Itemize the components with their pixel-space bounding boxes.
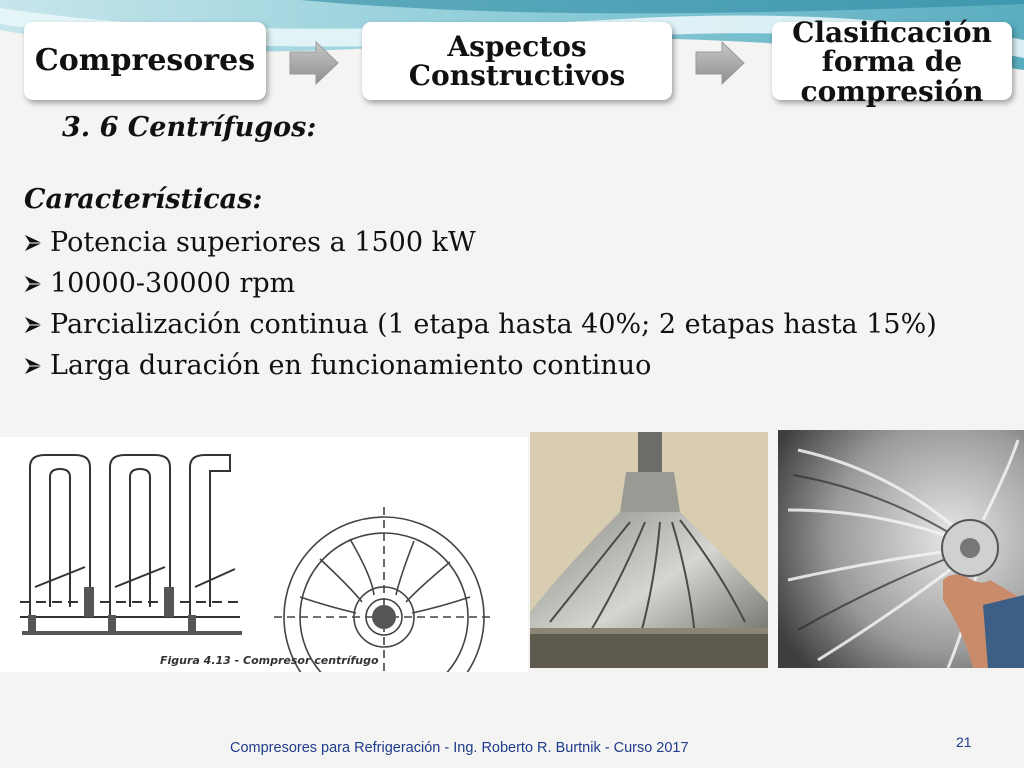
large-impeller-photo — [778, 430, 1024, 668]
bullet-text: Potencia superiores a 1500 kW — [50, 227, 476, 258]
arrow-bullet-icon — [22, 313, 48, 337]
flow-step-label: Aspectos Constructivos — [408, 29, 626, 92]
footer-text: Compresores para Refrigeración - Ing. Roberto R. Burtnik - Curso 2017 — [230, 740, 689, 756]
list-item — [22, 222, 937, 263]
flow-step-label: Compresores — [34, 43, 256, 79]
large-impeller-image — [778, 430, 1024, 668]
arrow-bullet-icon — [22, 354, 48, 378]
bullet-text: 10000-30000 rpm — [50, 268, 296, 299]
flow-step-compresores — [24, 22, 266, 100]
list-item — [22, 345, 937, 386]
characteristics-heading: Características: — [24, 184, 263, 215]
bullet-text: Parcialización continua (1 etapa hasta 40%; 2 etapas hasta 15%) — [50, 309, 937, 340]
figure-caption: Figura 4.13 - Compresor centrífugo — [160, 654, 379, 667]
list-item — [22, 304, 937, 345]
bullet-text: Larga duración en funcionamiento continuo — [50, 350, 652, 381]
impeller-photo — [530, 432, 768, 668]
page-number: 21 — [956, 734, 972, 750]
compressor-drawing — [0, 437, 528, 672]
flow-step-label: Clasificación forma de compresión — [792, 15, 992, 108]
chevron-arrow-icon — [288, 40, 340, 86]
impeller-image — [530, 432, 768, 668]
centrifugal-compressor-section-drawing — [0, 437, 528, 672]
arrow-bullet-icon — [22, 231, 48, 255]
chevron-arrow-icon — [694, 40, 746, 86]
flow-step-aspectos — [362, 22, 672, 100]
section-title: 3. 6 Centrífugos: — [62, 112, 317, 143]
list-item — [22, 263, 937, 304]
arrow-bullet-icon — [22, 272, 48, 296]
characteristics-list — [22, 222, 937, 386]
flow-step-clasificacion — [772, 15, 1012, 108]
